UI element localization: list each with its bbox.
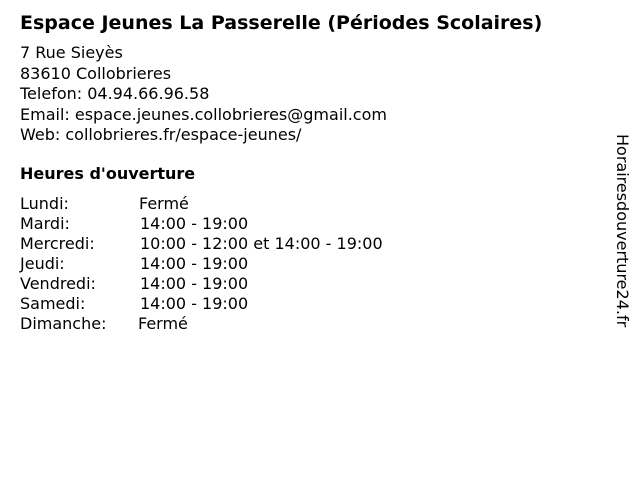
day-hours: Fermé xyxy=(139,194,189,213)
street-address: 7 Rue Sieyès xyxy=(20,43,123,62)
day-hours: 14:00 - 19:00 xyxy=(140,294,249,313)
day-label: Lundi: xyxy=(20,194,69,213)
day-label: Mercredi: xyxy=(20,234,95,253)
day-hours: 14:00 - 19:00 xyxy=(140,274,249,293)
site-watermark: Horairesdouverture24.fr xyxy=(613,134,632,328)
page-title: Espace Jeunes La Passerelle (Périodes Scolaires) xyxy=(20,12,543,34)
postal-city: 83610 Collobrieres xyxy=(20,63,172,83)
email-line: Email: espace.jeunes.collobrieres@gmail.com xyxy=(20,104,387,124)
day-hours: 14:00 - 19:00 xyxy=(140,254,249,273)
address-block xyxy=(20,43,387,146)
day-hours: 14:00 - 19:00 xyxy=(140,214,249,233)
day-hours: Fermé xyxy=(138,314,188,333)
day-label: Samedi: xyxy=(20,294,86,313)
day-label: Mardi: xyxy=(20,214,70,233)
day-label: Dimanche: xyxy=(20,314,107,333)
day-label: Vendredi: xyxy=(20,274,96,293)
day-label: Jeudi: xyxy=(20,254,65,273)
phone-line: Telefon: 04.94.66.96.58 xyxy=(20,84,210,103)
day-hours: 10:00 - 12:00 et 14:00 - 19:00 xyxy=(140,234,383,253)
hours-heading: Heures d'ouverture xyxy=(20,164,196,183)
web-line: Web: collobrieres.fr/espace-jeunes/ xyxy=(20,125,302,144)
